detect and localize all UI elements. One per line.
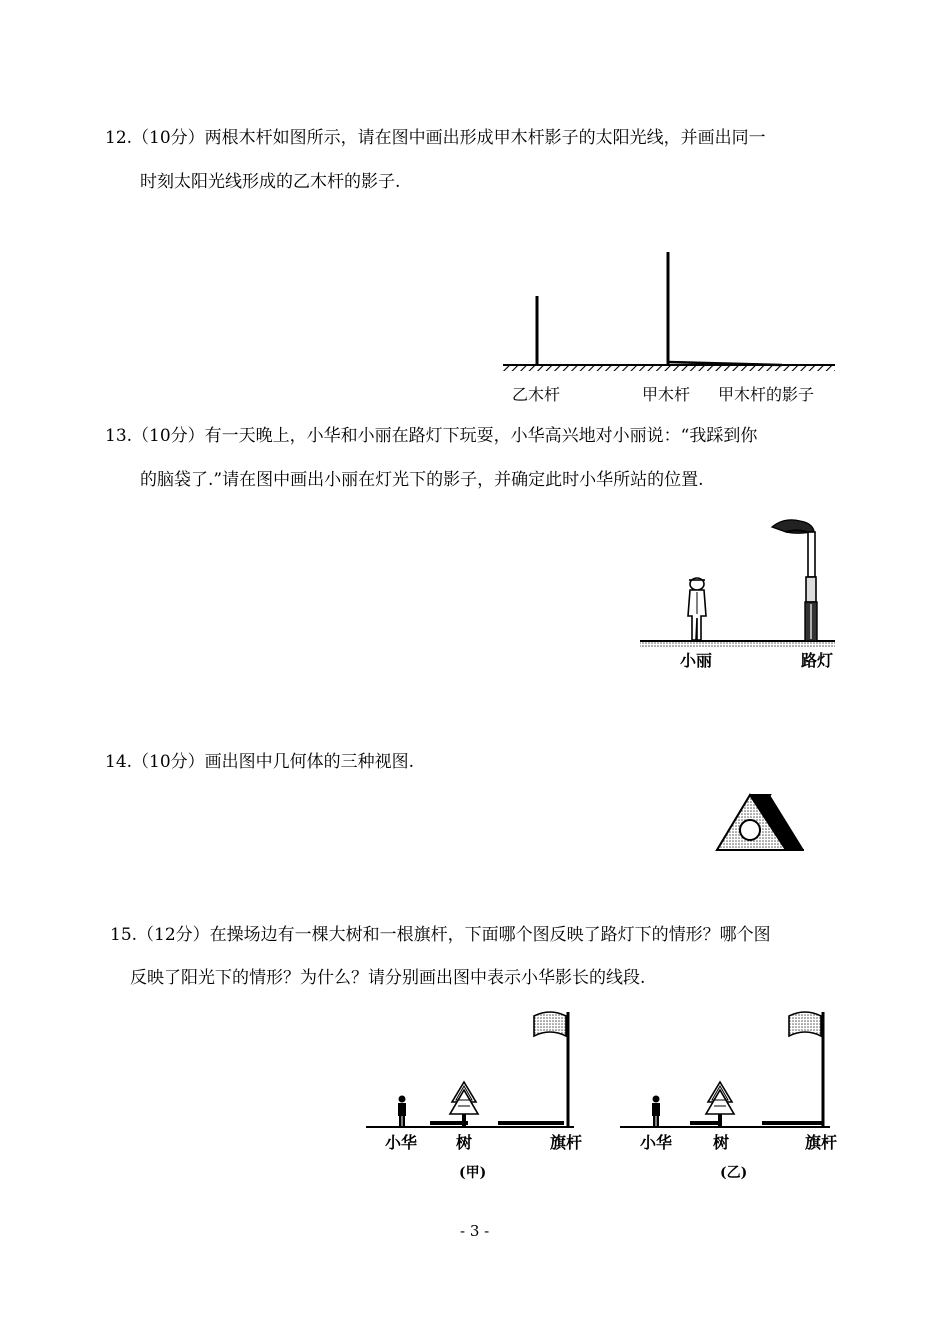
xiaoli-figure — [688, 578, 706, 640]
pole-shadow-yi — [762, 1121, 822, 1125]
label-jia-shadow: 甲木杆的影子 — [718, 385, 815, 404]
q15-line2: 反映了阳光下的情形？为什么？请分别画出图中表示小华影长的线段. — [130, 968, 646, 988]
label-xiaoli: 小丽 — [680, 651, 713, 670]
person-yi — [652, 1096, 660, 1128]
q15-figure-jia — [366, 1012, 574, 1127]
q12-line1: 12.（10分）两根木杆如图所示，请在图中画出形成甲木杆影子的太阳光线，并画出同一 — [105, 128, 766, 148]
label-flagpole-yi: 旗杆 — [805, 1133, 838, 1152]
q12-line2: 时刻太阳光线形成的乙木杆的影子. — [140, 172, 401, 192]
label-xiaohua-jia: 小华 — [385, 1133, 418, 1152]
street-lamp-figure — [772, 520, 817, 641]
q12-ground — [503, 366, 835, 371]
tree-shadow-yi — [690, 1121, 722, 1125]
flagpole-yi — [789, 1012, 823, 1127]
label-street-lamp: 路灯 — [801, 651, 834, 670]
flagpole-jia — [534, 1012, 568, 1127]
tree-yi — [706, 1082, 734, 1127]
caption-yi: (乙) — [720, 1165, 748, 1181]
tree-jia — [450, 1082, 478, 1127]
q13-line1: 13.（10分）有一天晚上，小华和小丽在路灯下玩耍，小华高兴地对小丽说：“我踩到你 — [105, 426, 758, 446]
q14-line1: 14.（10分）画出图中几何体的三种视图. — [105, 752, 415, 772]
q13-line2: 的脑袋了.”请在图中画出小丽在灯光下的影子，并确定此时小华所站的位置. — [140, 470, 704, 490]
pole-shadow-jia — [498, 1121, 564, 1125]
q14-figure — [717, 795, 804, 850]
q13-figure — [640, 520, 835, 648]
label-xiaohua-yi: 小华 — [640, 1133, 673, 1152]
label-yi-pole: 乙木杆 — [512, 385, 561, 404]
label-tree-jia: 树 — [456, 1133, 473, 1152]
q15-figure-yi — [620, 1012, 830, 1127]
person-jia — [398, 1096, 406, 1128]
label-jia-pole: 甲木杆 — [642, 385, 691, 404]
q13-ground — [640, 641, 835, 648]
q15-line1: 15.（12分）在操场边有一棵大树和一根旗杆，下面哪个图反映了路灯下的情形？哪个图 — [110, 925, 771, 945]
q12-figure — [503, 252, 835, 371]
label-flagpole-jia: 旗杆 — [550, 1133, 583, 1152]
label-tree-yi: 树 — [713, 1133, 730, 1152]
caption-jia: (甲) — [459, 1165, 487, 1181]
page-number: - 3 - — [460, 1222, 490, 1240]
